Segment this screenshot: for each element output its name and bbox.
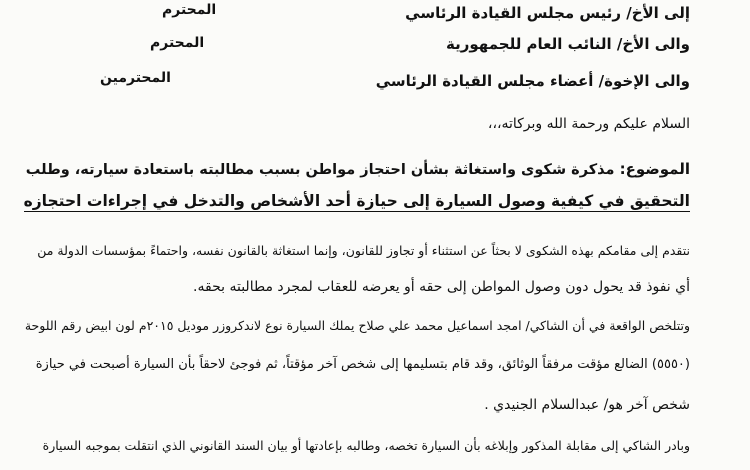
respect-title-1: المحترم — [162, 2, 217, 18]
body-line-2: أي نفوذ قد يحول دون وصول المواطن إلى حقه أو يعرضه للعقاب لمجرد مطالبته بحقه. — [193, 279, 690, 295]
greeting: السلام عليكم ورحمة الله وبركاته،،، — [487, 116, 690, 132]
respect-title-2: المحترم — [150, 35, 205, 51]
subject-text-2: التحقيق في كيفية وصول السيارة إلى حيازة أحد الأشخاص والتدخل في إجراءات احتجازه — [23, 192, 690, 210]
subject-text-1: مذكرة شكوى واستغاثة بشأن احتجاز مواطن بسبب مطالبته باستعادة سيارته، وطلب — [25, 162, 615, 178]
respect-title-3: المحترمين — [100, 70, 171, 86]
body-line-5: شخص آخر هو/ عبدالسلام الجنيدي . — [484, 397, 690, 413]
addressee-line-1: إلى الأخ/ رئيس مجلس القيادة الرئاسي — [405, 4, 690, 22]
body-line-3: وتتلخص الواقعة في أن الشاكي/ امجد اسماعيل محمد علي صلاح يملك السيارة نوع لاندكروزر موديل ٢٠١٥م لون ابيض رقم اللوحة — [24, 318, 690, 333]
subject-line-2 — [24, 192, 690, 210]
addressee-line-2: والى الأخ/ النائب العام للجمهورية — [446, 35, 690, 53]
body-line-1: نتقدم إلى مقامكم بهذه الشكوى لا بحثاً عن استثناء أو تجاوز للقانون، وإنما استغاثة بالقانون نفسه، واحتماءً بمؤسسات الدولة من — [37, 243, 690, 258]
body-line-6: وبادر الشاكي إلى مقابلة المذكور وإبلاغه بأن السيارة تخصه، وطالبه بإعادتها أو بيان السند القانوني الذي انتقلت بموجبه السيارة — [42, 438, 690, 453]
addressee-line-3: والى الإخوة/ أعضاء مجلس القيادة الرئاسي — [375, 72, 690, 90]
subject-line-1 — [26, 160, 690, 178]
subject-label: الموضوع: — [619, 160, 690, 178]
body-line-4: (٥٥٥٠) الضالع مؤقت مرفقاً الوثائق، وقد قام بتسليمها إلى شخص آخر مؤقتاً، ثم فوجئ لاحقاً بأن السيارة أصبحت في حيازة — [35, 357, 690, 372]
